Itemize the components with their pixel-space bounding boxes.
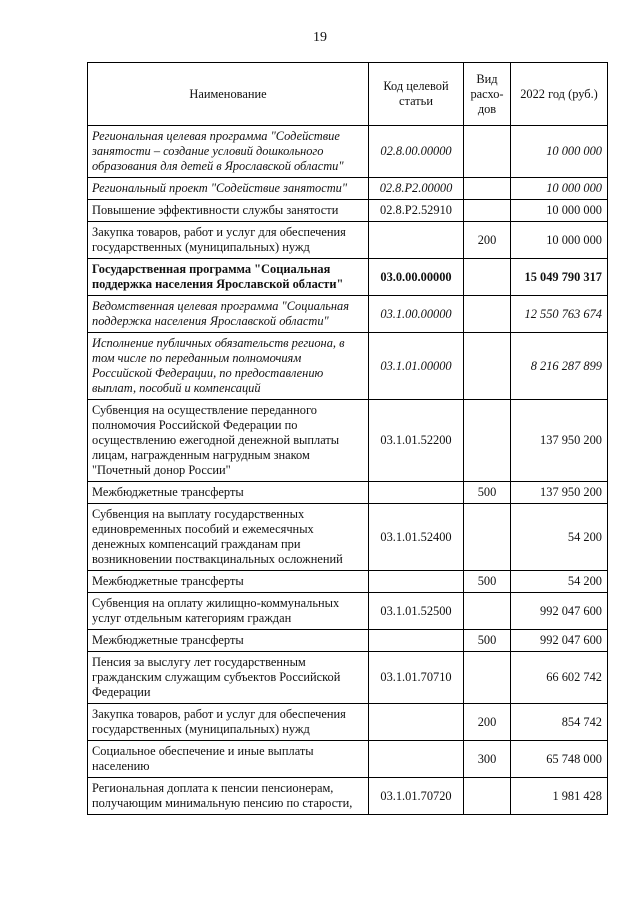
row-code	[369, 482, 464, 504]
row-name: Ведомственная целевая программа "Социальная поддержка населения Ярославской области"	[88, 296, 369, 333]
table-row	[88, 400, 608, 482]
row-code: 02.8.00.00000	[369, 126, 464, 178]
row-sum: 10 000 000	[511, 178, 608, 200]
row-sum: 54 200	[511, 504, 608, 571]
row-sum: 10 000 000	[511, 200, 608, 222]
table-row	[88, 571, 608, 593]
row-name: Исполнение публичных обязательств региона, в том числе по переданным полномочиям Российской Федерации, по предоставлению выплат, пособий и компенсаций	[88, 333, 369, 400]
row-sum: 54 200	[511, 571, 608, 593]
row-type	[464, 504, 511, 571]
row-code	[369, 571, 464, 593]
budget-table	[87, 62, 608, 815]
row-name: Пенсия за выслугу лет государственным гражданским служащим субъектов Российской Федерации	[88, 652, 369, 704]
row-sum: 992 047 600	[511, 593, 608, 630]
row-type: 500	[464, 482, 511, 504]
row-sum: 10 000 000	[511, 126, 608, 178]
row-name: Региональная доплата к пенсии пенсионерам, получающим минимальную пенсию по старости,	[88, 778, 369, 815]
table-body	[88, 126, 608, 815]
row-code	[369, 741, 464, 778]
row-sum: 137 950 200	[511, 400, 608, 482]
table-row	[88, 504, 608, 571]
table-row	[88, 778, 608, 815]
row-code	[369, 222, 464, 259]
row-code: 03.0.00.00000	[369, 259, 464, 296]
row-type	[464, 652, 511, 704]
row-type	[464, 126, 511, 178]
row-name: Субвенция на осуществление переданного полномочия Российской Федерации по осуществлению ежегодной денежной выплаты лицам, награжденным нагрудным знаком "Почетный донор России"	[88, 400, 369, 482]
row-name: Межбюджетные трансферты	[88, 571, 369, 593]
row-name: Межбюджетные трансферты	[88, 630, 369, 652]
row-sum: 1 981 428	[511, 778, 608, 815]
table-row	[88, 593, 608, 630]
row-sum: 15 049 790 317	[511, 259, 608, 296]
header-type: Вид расхо-дов	[464, 63, 511, 126]
row-name: Региональная целевая программа "Содействие занятости – создание условий дошкольного образования для детей в Ярославской области"	[88, 126, 369, 178]
row-code: 03.1.00.00000	[369, 296, 464, 333]
row-code: 03.1.01.52400	[369, 504, 464, 571]
row-sum: 992 047 600	[511, 630, 608, 652]
row-name: Государственная программа "Социальная поддержка населения Ярославской области"	[88, 259, 369, 296]
row-sum: 8 216 287 899	[511, 333, 608, 400]
row-type: 200	[464, 222, 511, 259]
row-code	[369, 630, 464, 652]
row-type	[464, 200, 511, 222]
header-name: Наименование	[88, 63, 369, 126]
row-type	[464, 333, 511, 400]
row-name: Межбюджетные трансферты	[88, 482, 369, 504]
row-name: Субвенция на выплату государственных единовременных пособий и ежемесячных денежных компенсаций гражданам при возникновении поствакцинальных осложнений	[88, 504, 369, 571]
row-type: 500	[464, 630, 511, 652]
row-sum: 10 000 000	[511, 222, 608, 259]
row-name: Субвенция на оплату жилищно-коммунальных услуг отдельным категориям граждан	[88, 593, 369, 630]
row-type	[464, 400, 511, 482]
row-type	[464, 259, 511, 296]
row-name: Региональный проект "Содействие занятости"	[88, 178, 369, 200]
row-type	[464, 178, 511, 200]
header-sum: 2022 год (руб.)	[511, 63, 608, 126]
table-row	[88, 178, 608, 200]
row-code: 02.8.P2.52910	[369, 200, 464, 222]
row-sum: 66 602 742	[511, 652, 608, 704]
row-code: 03.1.01.70710	[369, 652, 464, 704]
row-code: 03.1.01.52200	[369, 400, 464, 482]
table-row	[88, 630, 608, 652]
row-sum: 12 550 763 674	[511, 296, 608, 333]
row-code: 03.1.01.00000	[369, 333, 464, 400]
table-row	[88, 741, 608, 778]
row-code	[369, 704, 464, 741]
table-row	[88, 200, 608, 222]
row-name: Социальное обеспечение и иные выплаты населению	[88, 741, 369, 778]
row-name: Закупка товаров, работ и услуг для обеспечения государственных (муниципальных) нужд	[88, 704, 369, 741]
table-row	[88, 704, 608, 741]
row-name: Закупка товаров, работ и услуг для обеспечения государственных (муниципальных) нужд	[88, 222, 369, 259]
row-name: Повышение эффективности службы занятости	[88, 200, 369, 222]
row-code: 03.1.01.52500	[369, 593, 464, 630]
table-row	[88, 652, 608, 704]
row-type	[464, 593, 511, 630]
table-row	[88, 222, 608, 259]
header-code: Код целевой статьи	[369, 63, 464, 126]
table-row	[88, 482, 608, 504]
table-row	[88, 259, 608, 296]
row-sum: 65 748 000	[511, 741, 608, 778]
row-sum: 137 950 200	[511, 482, 608, 504]
table-row	[88, 126, 608, 178]
row-type: 500	[464, 571, 511, 593]
row-type	[464, 778, 511, 815]
table-row	[88, 333, 608, 400]
row-code: 03.1.01.70720	[369, 778, 464, 815]
row-type	[464, 296, 511, 333]
row-code: 02.8.P2.00000	[369, 178, 464, 200]
row-type: 300	[464, 741, 511, 778]
page-number: 19	[313, 30, 327, 45]
table-row	[88, 296, 608, 333]
row-type: 200	[464, 704, 511, 741]
table-header-row	[88, 63, 608, 126]
row-sum: 854 742	[511, 704, 608, 741]
